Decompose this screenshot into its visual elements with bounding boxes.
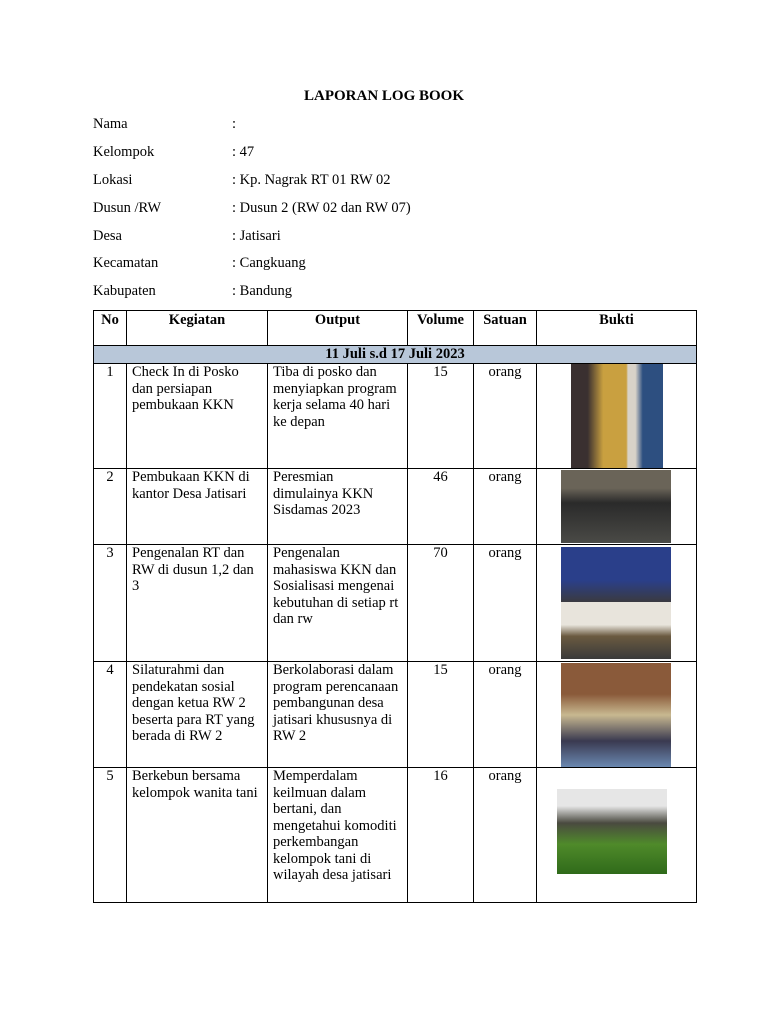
row-bukti — [537, 768, 697, 903]
row-bukti — [537, 662, 697, 768]
header-no: No — [94, 311, 127, 346]
info-value: : Jatisari — [232, 228, 281, 244]
row-volume: 16 — [408, 768, 474, 903]
evidence-photo — [557, 789, 667, 874]
info-label: Kelompok — [93, 144, 155, 160]
document-title: LAPORAN LOG BOOK — [303, 88, 464, 104]
evidence-photo — [571, 364, 663, 468]
row-bukti — [537, 545, 697, 662]
evidence-photo — [561, 547, 671, 602]
header-kegiatan: Kegiatan — [127, 311, 268, 346]
row-volume: 15 — [408, 662, 474, 768]
row-output: Memperdalam keilmuan dalam bertani, dan mengetahui komoditi perkembangan kelompok tani di wilayah desa jatisari — [268, 768, 408, 903]
table-row — [94, 662, 697, 768]
row-kegiatan: Pengenalan RT dan RW di dusun 1,2 dan 3 — [127, 545, 268, 662]
period-label: 11 Juli s.d 17 Juli 2023 — [94, 346, 697, 364]
row-satuan: orang — [474, 768, 537, 903]
row-no: 2 — [94, 469, 127, 545]
header-satuan: Satuan — [474, 311, 537, 346]
info-value: : Kp. Nagrak RT 01 RW 02 — [232, 172, 391, 188]
row-satuan: orang — [474, 364, 537, 469]
header-volume: Volume — [408, 311, 474, 346]
info-label: Desa — [93, 228, 122, 244]
info-value: : Cangkuang — [232, 255, 306, 271]
table-row — [94, 364, 697, 469]
row-no: 4 — [94, 662, 127, 768]
row-output: Pengenalan mahasiswa KKN dan Sosialisasi mengenai kebutuhan di setiap rt dan rw — [268, 545, 408, 662]
info-value: : Bandung — [232, 283, 293, 299]
row-volume: 70 — [408, 545, 474, 662]
row-output: Tiba di posko dan menyiapkan program kerja selama 40 hari ke depan — [268, 364, 408, 469]
info-value: : 47 — [232, 144, 255, 160]
row-no: 3 — [94, 545, 127, 662]
row-volume: 15 — [408, 364, 474, 469]
logbook-table — [93, 310, 697, 903]
row-no: 1 — [94, 364, 127, 469]
header-bukti: Bukti — [537, 311, 697, 346]
period-row — [94, 346, 697, 364]
row-output: Berkolaborasi dalam program perencanaan pembangunan desa jatisari khususnya di RW 2 — [268, 662, 408, 768]
info-value: : Dusun 2 (RW 02 dan RW 07) — [232, 200, 411, 216]
info-label: Kecamatan — [93, 255, 159, 271]
row-satuan: orang — [474, 469, 537, 545]
info-label: Kabupaten — [93, 283, 156, 299]
evidence-photo — [561, 663, 671, 767]
row-output: Peresmian dimulainya KKN Sisdamas 2023 — [268, 469, 408, 545]
row-bukti — [537, 469, 697, 545]
header-row — [94, 311, 697, 346]
info-label: Nama — [93, 116, 128, 132]
table-row — [94, 545, 697, 662]
row-kegiatan: Pembukaan KKN di kantor Desa Jatisari — [127, 469, 268, 545]
evidence-photo — [561, 602, 671, 659]
table-row — [94, 768, 697, 903]
row-satuan: orang — [474, 545, 537, 662]
table-row — [94, 469, 697, 545]
info-label: Lokasi — [93, 172, 133, 188]
info-value: : — [232, 116, 237, 132]
row-bukti — [537, 364, 697, 469]
row-volume: 46 — [408, 469, 474, 545]
evidence-photo — [561, 470, 671, 543]
header-output: Output — [268, 311, 408, 346]
row-satuan: orang — [474, 662, 537, 768]
row-kegiatan: Berkebun bersama kelompok wanita tani — [127, 768, 268, 903]
row-kegiatan: Check In di Posko dan persiapan pembukaan KKN — [127, 364, 268, 469]
row-kegiatan: Silaturahmi dan pendekatan sosial dengan ketua RW 2 beserta para RT yang berada di RW 2 — [127, 662, 268, 768]
info-label: Dusun /RW — [93, 200, 162, 216]
row-no: 5 — [94, 768, 127, 903]
